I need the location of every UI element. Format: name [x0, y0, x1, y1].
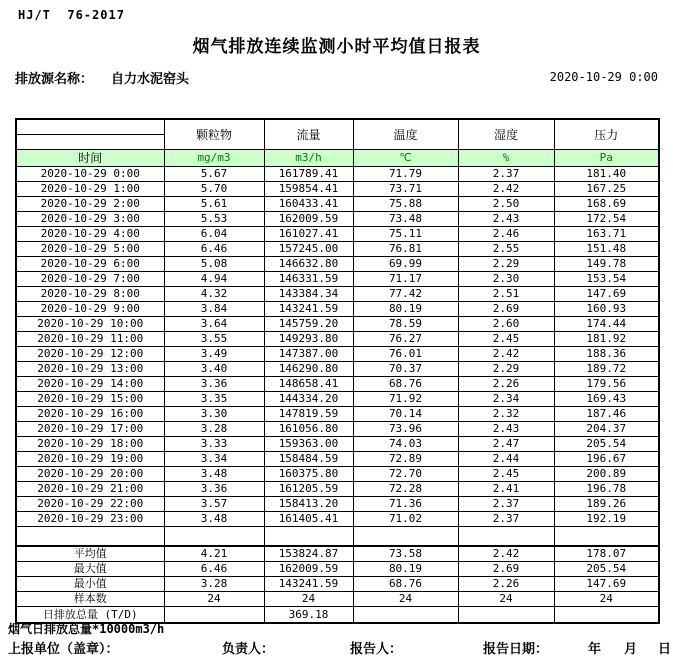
value-cell: 161056.80 — [264, 422, 353, 437]
summary-value-cell: 24 — [458, 592, 554, 607]
value-cell: 5.61 — [164, 197, 264, 212]
summary-label-cell: 最小值 — [16, 577, 164, 592]
summary-value-cell: 2.26 — [458, 577, 554, 592]
table-row — [16, 317, 659, 332]
value-cell: 174.44 — [554, 317, 659, 332]
table-row — [16, 497, 659, 512]
value-cell: 161205.59 — [264, 482, 353, 497]
table-row — [16, 482, 659, 497]
unit-cell-4: Pa — [554, 150, 659, 167]
value-cell: 147.69 — [554, 287, 659, 302]
signature-line — [0, 638, 673, 657]
value-cell: 73.71 — [353, 182, 458, 197]
value-cell: 3.64 — [164, 317, 264, 332]
table-row — [16, 362, 659, 377]
value-cell: 179.56 — [554, 377, 659, 392]
value-cell: 172.54 — [554, 212, 659, 227]
table-row — [16, 212, 659, 227]
value-cell: 6.46 — [164, 242, 264, 257]
value-cell: 2.55 — [458, 242, 554, 257]
value-cell: 3.28 — [164, 422, 264, 437]
time-cell: 2020-10-29 14:00 — [16, 377, 164, 392]
summary-row — [16, 562, 659, 577]
value-cell: 181.40 — [554, 167, 659, 182]
value-cell: 2.37 — [458, 167, 554, 182]
value-cell: 2.42 — [458, 347, 554, 362]
value-cell: 5.70 — [164, 182, 264, 197]
value-cell: 151.48 — [554, 242, 659, 257]
summary-value-cell: 205.54 — [554, 562, 659, 577]
value-cell: 169.43 — [554, 392, 659, 407]
value-cell: 71.17 — [353, 272, 458, 287]
time-cell: 2020-10-29 22:00 — [16, 497, 164, 512]
time-cell: 2020-10-29 7:00 — [16, 272, 164, 287]
summary-value-cell: 80.19 — [353, 562, 458, 577]
value-cell: 75.88 — [353, 197, 458, 212]
summary-value-cell — [554, 607, 659, 624]
value-cell: 72.70 — [353, 467, 458, 482]
value-cell: 144334.20 — [264, 392, 353, 407]
value-cell: 2.30 — [458, 272, 554, 287]
day-label: 日 — [658, 642, 672, 657]
time-cell: 2020-10-29 1:00 — [16, 182, 164, 197]
value-cell: 76.27 — [353, 332, 458, 347]
summary-label-cell: 样本数 — [16, 592, 164, 607]
time-cell: 2020-10-29 15:00 — [16, 392, 164, 407]
value-cell: 69.99 — [353, 257, 458, 272]
source-name-group — [15, 68, 189, 87]
measure-header-3: 湿度 — [458, 119, 554, 150]
time-cell: 2020-10-29 9:00 — [16, 302, 164, 317]
value-cell: 2.26 — [458, 377, 554, 392]
value-cell: 158484.59 — [264, 452, 353, 467]
value-cell: 4.32 — [164, 287, 264, 302]
table-row — [16, 287, 659, 302]
value-cell: 161027.41 — [264, 227, 353, 242]
source-label: 排放源名称： — [15, 71, 94, 87]
value-cell: 187.46 — [554, 407, 659, 422]
source-name: 自力水泥窑头 — [111, 71, 190, 87]
measure-header-0: 颗粒物 — [164, 119, 264, 150]
value-cell: 2.43 — [458, 422, 554, 437]
year-label: 年 — [588, 642, 602, 657]
value-cell: 2.32 — [458, 407, 554, 422]
table-row — [16, 392, 659, 407]
table-row — [16, 167, 659, 182]
table-row — [16, 227, 659, 242]
summary-value-cell: 147.69 — [554, 577, 659, 592]
time-cell: 2020-10-29 6:00 — [16, 257, 164, 272]
table-row — [16, 422, 659, 437]
hourly-average-table — [15, 118, 660, 624]
time-cell: 2020-10-29 4:00 — [16, 227, 164, 242]
time-cell: 2020-10-29 17:00 — [16, 422, 164, 437]
summary-value-cell: 73.58 — [353, 546, 458, 562]
table-row — [16, 377, 659, 392]
value-cell: 196.67 — [554, 452, 659, 467]
value-cell: 5.53 — [164, 212, 264, 227]
value-cell: 3.48 — [164, 512, 264, 527]
value-cell: 167.25 — [554, 182, 659, 197]
time-column-header: 时间 — [16, 150, 164, 167]
table-row — [16, 332, 659, 347]
summary-value-cell — [164, 607, 264, 624]
value-cell: 196.78 — [554, 482, 659, 497]
value-cell: 2.47 — [458, 437, 554, 452]
time-cell: 2020-10-29 12:00 — [16, 347, 164, 362]
table-row — [16, 467, 659, 482]
summary-rows — [16, 527, 659, 624]
value-cell: 73.96 — [353, 422, 458, 437]
spacer-row — [16, 527, 659, 547]
summary-value-cell: 2.42 — [458, 546, 554, 562]
summary-value-cell: 2.69 — [458, 562, 554, 577]
value-cell: 3.55 — [164, 332, 264, 347]
time-cell: 2020-10-29 18:00 — [16, 437, 164, 452]
value-cell: 158413.20 — [264, 497, 353, 512]
summary-row — [16, 546, 659, 562]
value-cell: 6.04 — [164, 227, 264, 242]
value-cell: 2.41 — [458, 482, 554, 497]
manager-label: 负责人： — [222, 642, 275, 657]
measure-header-4: 压力 — [554, 119, 659, 150]
value-cell: 71.79 — [353, 167, 458, 182]
month-label: 月 — [624, 642, 638, 657]
table-row — [16, 512, 659, 527]
summary-value-cell: 3.28 — [164, 577, 264, 592]
value-cell: 189.72 — [554, 362, 659, 377]
table-row — [16, 242, 659, 257]
value-cell: 163.71 — [554, 227, 659, 242]
value-cell: 5.08 — [164, 257, 264, 272]
summary-label-cell: 日排放总量 (T/D) — [16, 607, 164, 624]
total-emission-note: 烟气日排放总量*10000m3/h — [8, 622, 165, 636]
table-row — [16, 197, 659, 212]
value-cell: 161405.41 — [264, 512, 353, 527]
header-row-top — [16, 119, 659, 135]
value-cell: 2.60 — [458, 317, 554, 332]
measure-header-1: 流量 — [264, 119, 353, 150]
hour-rows — [16, 167, 659, 527]
units-row — [16, 150, 659, 167]
summary-label-cell: 最大值 — [16, 562, 164, 577]
value-cell: 3.30 — [164, 407, 264, 422]
value-cell: 157245.00 — [264, 242, 353, 257]
table-row — [16, 347, 659, 362]
report-datetime: 2020-10-29 0:00 — [549, 70, 658, 84]
value-cell: 2.45 — [458, 467, 554, 482]
header-empty-top — [16, 119, 164, 135]
value-cell: 68.76 — [353, 377, 458, 392]
summary-value-cell: 178.07 — [554, 546, 659, 562]
time-cell: 2020-10-29 16:00 — [16, 407, 164, 422]
value-cell: 188.36 — [554, 347, 659, 362]
table-row — [16, 182, 659, 197]
value-cell: 160.93 — [554, 302, 659, 317]
time-cell: 2020-10-29 8:00 — [16, 287, 164, 302]
value-cell: 77.42 — [353, 287, 458, 302]
value-cell: 2.46 — [458, 227, 554, 242]
value-cell: 145759.20 — [264, 317, 353, 332]
value-cell: 72.89 — [353, 452, 458, 467]
value-cell: 153.54 — [554, 272, 659, 287]
summary-value-cell: 24 — [264, 592, 353, 607]
table-row — [16, 272, 659, 287]
value-cell: 200.89 — [554, 467, 659, 482]
value-cell: 189.26 — [554, 497, 659, 512]
report-title: 烟气排放连续监测小时平均值日报表 — [192, 37, 481, 57]
value-cell: 74.03 — [353, 437, 458, 452]
summary-value-cell: 6.46 — [164, 562, 264, 577]
table-row — [16, 437, 659, 452]
value-cell: 160375.80 — [264, 467, 353, 482]
time-cell: 2020-10-29 10:00 — [16, 317, 164, 332]
value-cell: 3.57 — [164, 497, 264, 512]
summary-value-cell: 4.21 — [164, 546, 264, 562]
summary-value-cell: 24 — [164, 592, 264, 607]
standard-number: HJ/T 76-2017 — [18, 8, 125, 22]
value-cell: 2.44 — [458, 452, 554, 467]
value-cell: 3.36 — [164, 377, 264, 392]
time-cell: 2020-10-29 5:00 — [16, 242, 164, 257]
summary-value-cell: 153824.87 — [264, 546, 353, 562]
value-cell: 147387.00 — [264, 347, 353, 362]
value-cell: 143384.34 — [264, 287, 353, 302]
summary-value-cell — [458, 607, 554, 624]
summary-value-cell: 162009.59 — [264, 562, 353, 577]
value-cell: 148658.41 — [264, 377, 353, 392]
summary-value-cell: 24 — [554, 592, 659, 607]
value-cell: 147819.59 — [264, 407, 353, 422]
value-cell: 149.78 — [554, 257, 659, 272]
value-cell: 146290.80 — [264, 362, 353, 377]
value-cell: 72.28 — [353, 482, 458, 497]
value-cell: 3.35 — [164, 392, 264, 407]
value-cell: 3.84 — [164, 302, 264, 317]
unit-cell-2: ℃ — [353, 150, 458, 167]
value-cell: 3.36 — [164, 482, 264, 497]
value-cell: 192.19 — [554, 512, 659, 527]
value-cell: 2.51 — [458, 287, 554, 302]
value-cell: 2.29 — [458, 362, 554, 377]
reporter-label: 报告人： — [350, 642, 403, 657]
summary-value-cell: 68.76 — [353, 577, 458, 592]
value-cell: 70.37 — [353, 362, 458, 377]
value-cell: 80.19 — [353, 302, 458, 317]
value-cell: 3.33 — [164, 437, 264, 452]
time-cell: 2020-10-29 13:00 — [16, 362, 164, 377]
value-cell: 70.14 — [353, 407, 458, 422]
value-cell: 3.40 — [164, 362, 264, 377]
value-cell: 162009.59 — [264, 212, 353, 227]
report-date-label: 报告日期： — [483, 642, 549, 657]
report-unit-label: 上报单位（盖章）： — [8, 642, 119, 657]
source-line — [15, 68, 658, 86]
value-cell: 4.94 — [164, 272, 264, 287]
value-cell: 3.34 — [164, 452, 264, 467]
summary-row — [16, 577, 659, 592]
time-cell: 2020-10-29 0:00 — [16, 167, 164, 182]
summary-value-cell — [353, 607, 458, 624]
table-row — [16, 257, 659, 272]
unit-cell-0: mg/m3 — [164, 150, 264, 167]
value-cell: 159363.00 — [264, 437, 353, 452]
value-cell: 2.42 — [458, 182, 554, 197]
value-cell: 78.59 — [353, 317, 458, 332]
summary-value-cell: 143241.59 — [264, 577, 353, 592]
time-cell: 2020-10-29 3:00 — [16, 212, 164, 227]
value-cell: 149293.80 — [264, 332, 353, 347]
value-cell: 71.92 — [353, 392, 458, 407]
value-cell: 204.37 — [554, 422, 659, 437]
value-cell: 73.48 — [353, 212, 458, 227]
value-cell: 2.50 — [458, 197, 554, 212]
value-cell: 2.34 — [458, 392, 554, 407]
value-cell: 168.69 — [554, 197, 659, 212]
value-cell: 76.01 — [353, 347, 458, 362]
time-cell: 2020-10-29 19:00 — [16, 452, 164, 467]
measure-header-2: 温度 — [353, 119, 458, 150]
value-cell: 159854.41 — [264, 182, 353, 197]
summary-value-cell: 24 — [353, 592, 458, 607]
summary-label-cell: 平均值 — [16, 546, 164, 562]
time-cell: 2020-10-29 2:00 — [16, 197, 164, 212]
value-cell: 2.45 — [458, 332, 554, 347]
table-head — [16, 119, 659, 167]
value-cell: 205.54 — [554, 437, 659, 452]
value-cell: 2.69 — [458, 302, 554, 317]
header-empty-bottom — [16, 135, 164, 150]
value-cell: 2.37 — [458, 497, 554, 512]
value-cell: 146632.80 — [264, 257, 353, 272]
value-cell: 181.92 — [554, 332, 659, 347]
summary-value-cell: 369.18 — [264, 607, 353, 624]
value-cell: 161789.41 — [264, 167, 353, 182]
value-cell: 3.49 — [164, 347, 264, 362]
value-cell: 5.67 — [164, 167, 264, 182]
value-cell: 2.37 — [458, 512, 554, 527]
value-cell: 160433.41 — [264, 197, 353, 212]
table-row — [16, 452, 659, 467]
value-cell: 76.81 — [353, 242, 458, 257]
time-cell: 2020-10-29 11:00 — [16, 332, 164, 347]
value-cell: 143241.59 — [264, 302, 353, 317]
value-cell: 2.29 — [458, 257, 554, 272]
unit-cell-1: m3/h — [264, 150, 353, 167]
time-cell: 2020-10-29 21:00 — [16, 482, 164, 497]
unit-cell-3: % — [458, 150, 554, 167]
value-cell: 2.43 — [458, 212, 554, 227]
table-row — [16, 302, 659, 317]
time-cell: 2020-10-29 23:00 — [16, 512, 164, 527]
value-cell: 3.48 — [164, 467, 264, 482]
value-cell: 146331.59 — [264, 272, 353, 287]
summary-row — [16, 592, 659, 607]
value-cell: 71.02 — [353, 512, 458, 527]
value-cell: 71.36 — [353, 497, 458, 512]
time-cell: 2020-10-29 20:00 — [16, 467, 164, 482]
value-cell: 75.11 — [353, 227, 458, 242]
table-row — [16, 407, 659, 422]
